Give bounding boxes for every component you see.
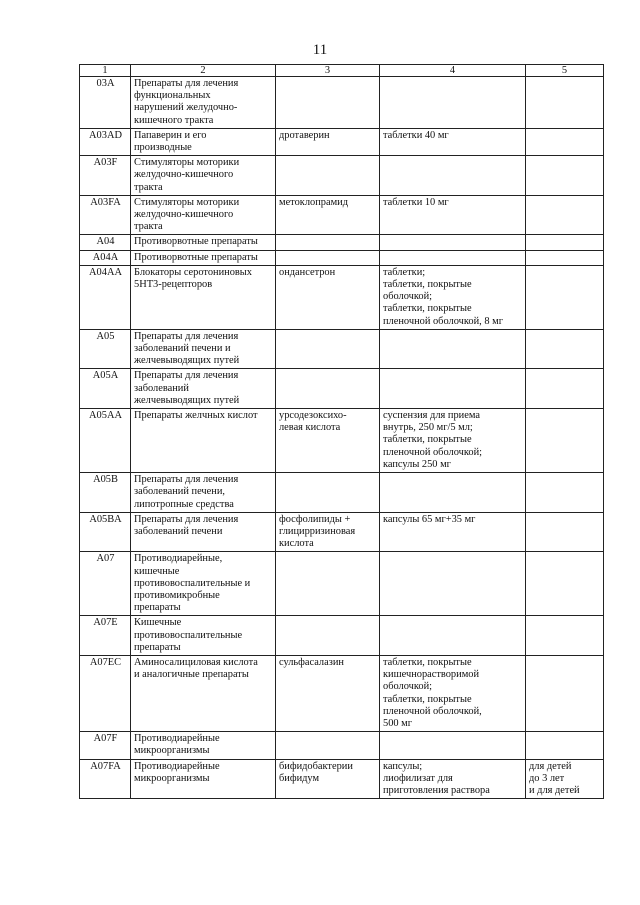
group-cell: Аминосалициловая кислота и аналогичные препараты — [131, 655, 276, 731]
substance-cell — [276, 732, 380, 759]
table-row — [80, 329, 604, 369]
note-cell — [526, 512, 604, 552]
group-cell: Блокаторы серотониновых 5НТ3-рецепторов — [131, 265, 276, 329]
table-row — [80, 195, 604, 235]
group-cell: Противодиарейные микроорганизмы — [131, 759, 276, 799]
substance-cell: сульфасалазин — [276, 655, 380, 731]
table-row — [80, 616, 604, 656]
group-cell: Препараты для лечения заболеваний желчевыводящих путей — [131, 369, 276, 409]
substance-cell — [276, 250, 380, 265]
atc-code-cell: A07EC — [80, 655, 131, 731]
substance-cell: бифидобактерии бифидум — [276, 759, 380, 799]
table-row — [80, 265, 604, 329]
note-cell — [526, 552, 604, 616]
atc-code-cell: 03A — [80, 77, 131, 129]
atc-code-cell: A03AD — [80, 128, 131, 155]
atc-code-cell: A04A — [80, 250, 131, 265]
table-row — [80, 156, 604, 196]
substance-cell: ондансетрон — [276, 265, 380, 329]
group-cell: Противодиарейные, кишечные противовоспалительные и противомикробные препараты — [131, 552, 276, 616]
note-cell: для детей до 3 лет и для детей — [526, 759, 604, 799]
dosage-form-cell — [380, 552, 526, 616]
dosage-form-cell — [380, 369, 526, 409]
dosage-form-cell: таблетки 40 мг — [380, 128, 526, 155]
substance-cell: дротаверин — [276, 128, 380, 155]
column-header: 3 — [276, 65, 380, 77]
atc-code-cell: A03FA — [80, 195, 131, 235]
note-cell — [526, 128, 604, 155]
substance-cell — [276, 616, 380, 656]
dosage-form-cell — [380, 616, 526, 656]
atc-code-cell: A05BA — [80, 512, 131, 552]
atc-code-cell: A04 — [80, 235, 131, 250]
atc-code-cell: A07F — [80, 732, 131, 759]
table-row — [80, 552, 604, 616]
dosage-form-cell: капсулы; лиофилизат для приготовления раствора — [380, 759, 526, 799]
dosage-form-cell: суспензия для приема внутрь, 250 мг/5 мл; таблетки, покрытые пленочной оболочкой; капсулы 250 мг — [380, 409, 526, 473]
column-header: 1 — [80, 65, 131, 77]
table-row — [80, 759, 604, 799]
atc-code-cell: A05 — [80, 329, 131, 369]
dosage-form-cell — [380, 77, 526, 129]
note-cell — [526, 156, 604, 196]
group-cell: Препараты для лечения заболеваний печени, липотропные средства — [131, 473, 276, 513]
atc-code-cell: A05A — [80, 369, 131, 409]
group-cell: Стимуляторы моторики желудочно-кишечного тракта — [131, 195, 276, 235]
group-cell: Препараты для лечения функциональных нарушений желудочно- кишечного тракта — [131, 77, 276, 129]
atc-code-cell: A07 — [80, 552, 131, 616]
table-row — [80, 369, 604, 409]
note-cell — [526, 235, 604, 250]
substance-cell: метоклопрамид — [276, 195, 380, 235]
table-row — [80, 250, 604, 265]
atc-code-cell: A07FA — [80, 759, 131, 799]
substance-cell — [276, 156, 380, 196]
table-row — [80, 128, 604, 155]
dosage-form-cell — [380, 473, 526, 513]
atc-code-cell: A05AA — [80, 409, 131, 473]
group-cell: Кишечные противовоспалительные препараты — [131, 616, 276, 656]
note-cell — [526, 77, 604, 129]
atc-code-cell: A04AA — [80, 265, 131, 329]
note-cell — [526, 732, 604, 759]
group-cell: Противодиарейные микроорганизмы — [131, 732, 276, 759]
page-number: 11 — [312, 42, 328, 58]
group-cell: Препараты желчных кислот — [131, 409, 276, 473]
note-cell — [526, 250, 604, 265]
dosage-form-cell — [380, 250, 526, 265]
note-cell — [526, 473, 604, 513]
dosage-form-cell: таблетки; таблетки, покрытые оболочкой; таблетки, покрытые пленочной оболочкой, 8 мг — [380, 265, 526, 329]
note-cell — [526, 329, 604, 369]
group-cell: Стимуляторы моторики желудочно-кишечного тракта — [131, 156, 276, 196]
substance-cell: фосфолипиды + глицирризиновая кислота — [276, 512, 380, 552]
dosage-form-cell: капсулы 65 мг+35 мг — [380, 512, 526, 552]
column-header: 5 — [526, 65, 604, 77]
group-cell: Препараты для лечения заболеваний печени — [131, 512, 276, 552]
dosage-form-cell — [380, 732, 526, 759]
table-row — [80, 473, 604, 513]
substance-cell — [276, 235, 380, 250]
column-number-row — [80, 65, 604, 77]
group-cell: Препараты для лечения заболеваний печени и желчевыводящих путей — [131, 329, 276, 369]
atc-code-cell: A07E — [80, 616, 131, 656]
group-cell: Папаверин и его производные — [131, 128, 276, 155]
note-cell — [526, 265, 604, 329]
substance-cell — [276, 473, 380, 513]
note-cell — [526, 369, 604, 409]
atc-code-cell: A03F — [80, 156, 131, 196]
substance-cell — [276, 77, 380, 129]
dosage-form-cell: таблетки 10 мг — [380, 195, 526, 235]
column-header: 4 — [380, 65, 526, 77]
dosage-form-cell — [380, 329, 526, 369]
table-row — [80, 732, 604, 759]
substance-cell: урсодезоксихо- левая кислота — [276, 409, 380, 473]
dosage-form-cell — [380, 235, 526, 250]
column-header: 2 — [131, 65, 276, 77]
atc-code-cell: A05B — [80, 473, 131, 513]
table-row — [80, 512, 604, 552]
note-cell — [526, 616, 604, 656]
note-cell — [526, 409, 604, 473]
substance-cell — [276, 329, 380, 369]
table-row — [80, 409, 604, 473]
dosage-form-cell: таблетки, покрытые кишечнорастворимой оболочкой; таблетки, покрытые пленочной оболочкой, 500 мг — [380, 655, 526, 731]
substance-cell — [276, 552, 380, 616]
table-row — [80, 655, 604, 731]
dosage-form-cell — [380, 156, 526, 196]
note-cell — [526, 195, 604, 235]
table-row — [80, 235, 604, 250]
table-row — [80, 77, 604, 129]
group-cell: Противорвотные препараты — [131, 250, 276, 265]
note-cell — [526, 655, 604, 731]
substance-cell — [276, 369, 380, 409]
medication-table — [79, 64, 604, 799]
group-cell: Противорвотные препараты — [131, 235, 276, 250]
